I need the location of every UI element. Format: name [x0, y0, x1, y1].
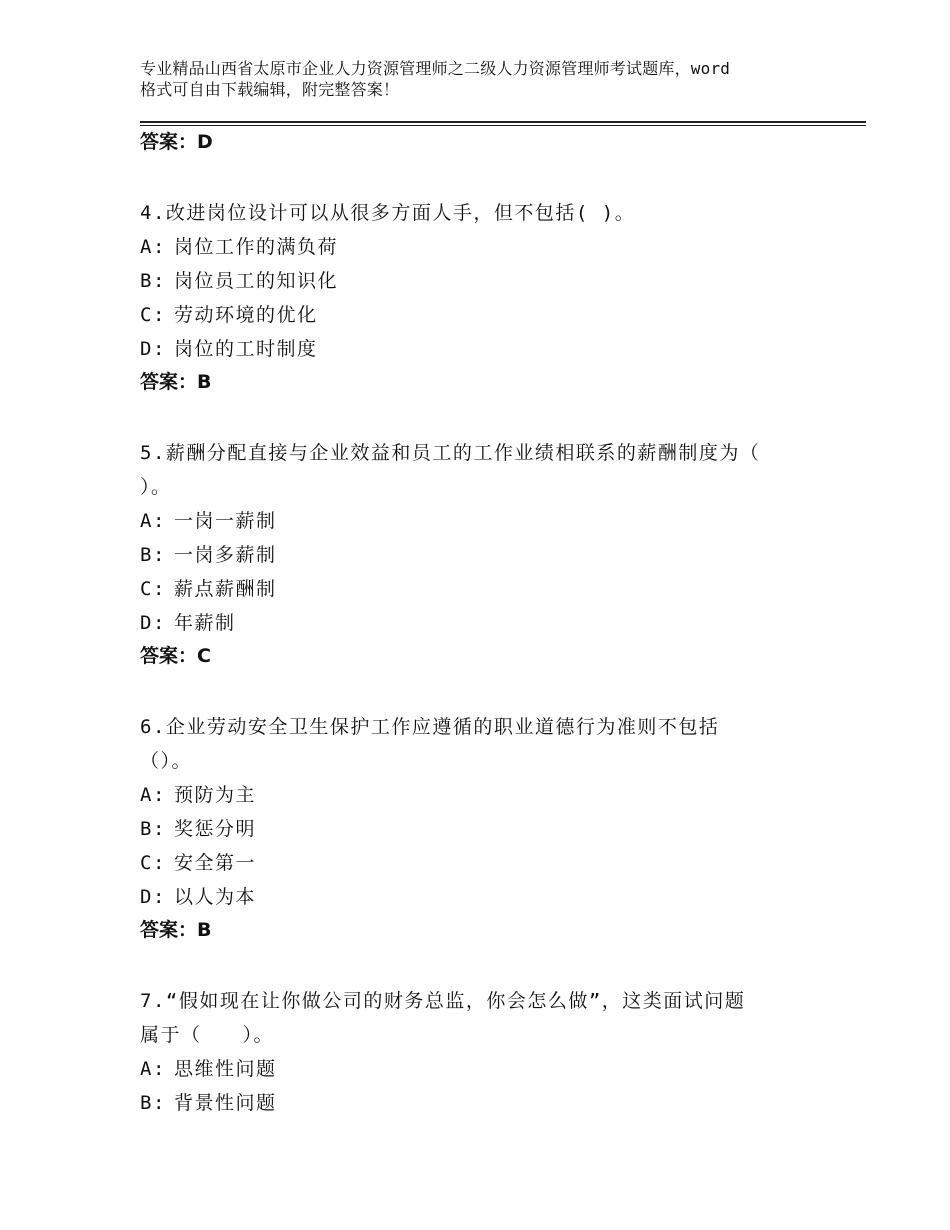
option-key: C: [140, 852, 166, 874]
stem-line: 5.薪酬分配直接与企业效益和员工的工作业绩相联系的薪酬制度为（ [140, 442, 761, 464]
answer: 答案：B [140, 919, 212, 941]
option-key: C: [140, 578, 166, 600]
option-key: A: [140, 510, 166, 532]
option-key: A: [140, 1058, 166, 1080]
option-a [140, 504, 840, 538]
option-text: 劳动环境的优化 [174, 304, 318, 326]
option-c [140, 572, 840, 606]
option-key: B: [140, 270, 166, 292]
page-header [140, 58, 840, 100]
stem-line: ）。 [140, 476, 172, 498]
option-text: 年薪制 [174, 612, 236, 634]
option-a [140, 230, 840, 264]
header-line-2: 格式可自由下载编辑，附完整答案！ [140, 80, 400, 99]
option-text: 预防为主 [174, 784, 257, 806]
option-b [140, 1086, 840, 1120]
stem-line: （）。 [140, 750, 193, 772]
stem-line: 6.企业劳动安全卫生保护工作应遵循的职业道德行为准则不包括 [140, 716, 720, 738]
question-5 [140, 436, 840, 670]
option-key: D: [140, 338, 166, 360]
option-key: D: [140, 612, 166, 634]
question-stem [140, 984, 840, 1052]
option-key: B: [140, 818, 166, 840]
option-key: A: [140, 784, 166, 806]
option-key: D: [140, 886, 166, 908]
option-b [140, 812, 840, 846]
header-rule-thin [140, 125, 866, 126]
option-text: 一岗多薪制 [174, 544, 277, 566]
option-text: 思维性问题 [174, 1058, 277, 1080]
option-text: 安全第一 [174, 852, 257, 874]
stem-line: 4.改进岗位设计可以从很多方面人手，但不包括( )。 [140, 202, 636, 224]
question-4 [140, 196, 840, 396]
option-b [140, 264, 840, 298]
question-stem [140, 436, 840, 504]
option-a [140, 1052, 840, 1086]
previous-answer: 答案：D [140, 131, 213, 153]
question-7 [140, 984, 840, 1120]
header-line-1: 专业精品山西省太原市企业人力资源管理师之二级人力资源管理师考试题库，word [140, 59, 731, 78]
option-key: C: [140, 304, 166, 326]
option-a [140, 778, 840, 812]
option-text: 背景性问题 [174, 1092, 277, 1114]
option-key: B: [140, 544, 166, 566]
stem-line: 7.“假如现在让你做公司的财务总监，你会怎么做”，这类面试问题 [140, 990, 746, 1012]
question-6 [140, 710, 840, 944]
question-stem [140, 196, 840, 230]
answer: 答案：B [140, 371, 212, 393]
option-text: 薪点薪酬制 [174, 578, 277, 600]
option-d [140, 332, 840, 366]
option-text: 一岗一薪制 [174, 510, 277, 532]
header-rule-thick [140, 121, 866, 123]
option-text: 岗位工作的满负荷 [174, 236, 339, 258]
stem-line: 属于（ ）。 [140, 1024, 275, 1046]
option-d [140, 606, 840, 640]
option-text: 岗位的工时制度 [174, 338, 318, 360]
option-key: B: [140, 1092, 166, 1114]
option-c [140, 846, 840, 880]
answer: 答案：C [140, 645, 211, 667]
option-text: 以人为本 [174, 886, 257, 908]
question-stem [140, 710, 840, 778]
document-body [140, 128, 840, 1120]
option-key: A: [140, 236, 166, 258]
option-c [140, 298, 840, 332]
option-text: 岗位员工的知识化 [174, 270, 339, 292]
option-b [140, 538, 840, 572]
option-d [140, 880, 840, 914]
option-text: 奖惩分明 [174, 818, 257, 840]
